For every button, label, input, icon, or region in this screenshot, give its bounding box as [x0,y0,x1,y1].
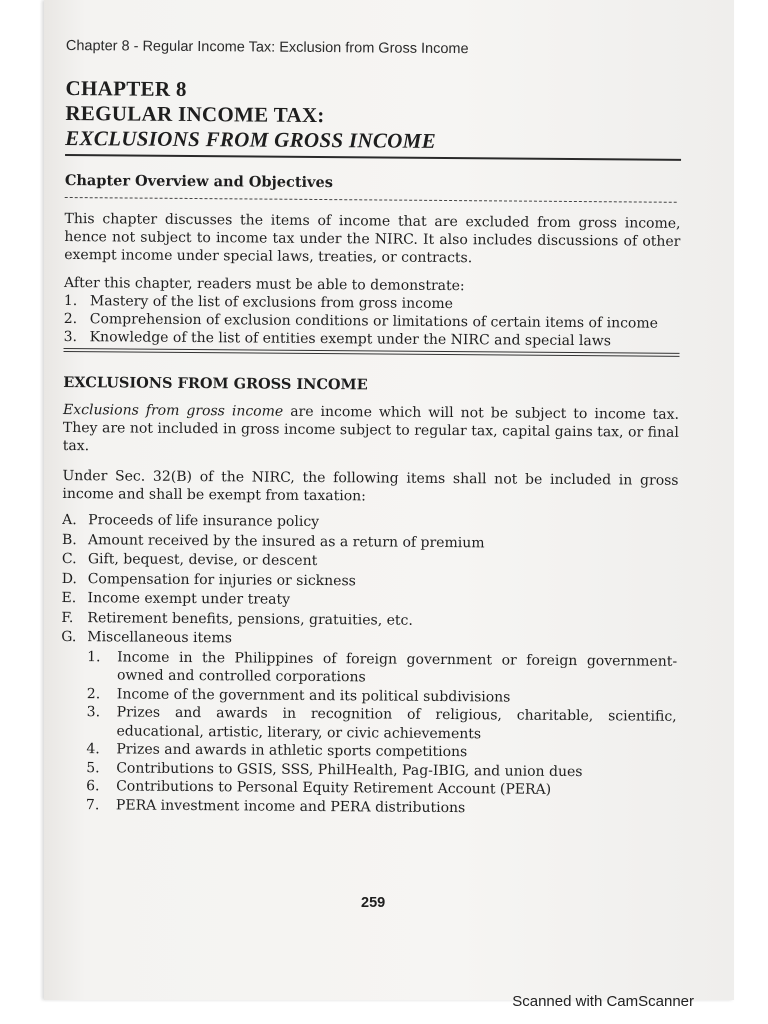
item-letter: G. [61,628,77,646]
miscellaneous-list [86,648,677,819]
objective-item [64,328,680,351]
item-text: Compensation for injuries or sickness [87,570,356,589]
objective-text: Mastery of the list of exclusions from gross income [89,293,454,313]
objective-text: Knowledge of the list of entities exempt under the NIRC and special laws [89,329,611,350]
misc-item [86,703,676,745]
item-text: Amount received by the insured as a return of premium [87,531,485,551]
objective-number: 3. [63,328,78,346]
misc-number: 3. [86,704,101,721]
objective-number: 2. [63,310,78,328]
misc-text: Contributions to Personal Equity Retirement Account (PERA) [116,778,552,798]
objectives-lead: After this chapter, readers must be able to demonstrate: [63,274,465,295]
section-heading: EXCLUSIONS FROM GROSS INCOME [63,373,368,394]
definition-text: are income which will not be subject to income tax. They are not included in gross income subject to regular tax, capital gains tax, or final tax. [62,403,680,455]
misc-number: 6. [86,778,100,795]
misc-number: 7. [85,796,100,813]
item-text: Retirement benefits, pensions, gratuities, etc. [87,609,413,629]
sec32b-paragraph: Under Sec. 32(B) of the NIRC, the following items shall not be included in gross income and shall be exempt from taxation: [62,467,679,505]
misc-text: Contributions to GSIS, SSS, PhilHealth, Pag-IBIG, and union dues [116,759,583,780]
item-text: Income exempt under treaty [87,590,291,608]
item-letter: F. [61,609,74,626]
misc-text: Income of the government and its political subdivisions [116,685,511,706]
misc-number: 4. [86,741,100,758]
misc-text: Prizes and awards in athletic sports competitions [116,741,468,761]
overview-intro: This chapter discusses the items of income that are excluded from gross income, hence not subject to income tax under the NIRC. It also includes discussions of other exempt income under special laws, treaties, or contracts. [64,210,681,267]
chapter-number: CHAPTER 8 [65,75,187,101]
objectives-list [64,292,680,351]
item-letter: A. [62,511,77,529]
item-text: Proceeds of life insurance policy [88,512,320,531]
misc-number: 1. [87,648,101,665]
item-letter: D. [61,570,77,587]
objective-text: Comprehension of exclusion conditions or limitations of certain items of income [89,311,659,332]
misc-text: Prizes and awards in recognition of religious, charitable, scientific, educational, artistic, literary, or civic achievements [116,704,677,742]
page-content [60,36,682,819]
dashed-divider [65,197,677,203]
item-letter: E. [61,589,77,607]
misc-number: 5. [86,759,100,776]
chapter-title-line: REGULAR INCOME TAX: [65,100,325,128]
item-text: Gift, bequest, devise, or descent [87,551,318,569]
misc-text: Income in the Philippines of foreign government or foreign government-owned and controlled corporations [116,648,678,686]
item-text: Miscellaneous items [87,629,232,647]
scanner-watermark: Scanned with CamScanner [512,993,694,1010]
definition-term: Exclusions from gross income [62,401,284,420]
item-letter: B. [61,531,77,548]
misc-item [87,648,677,690]
misc-text: PERA investment income and PERA distributions [115,796,466,816]
running-head: Chapter 8 - Regular Income Tax: Exclusion from Gross Income [65,37,469,58]
exclusions-list [61,511,678,652]
definition-paragraph [63,401,679,460]
page-number: 259 [361,895,386,911]
misc-number: 2. [86,685,101,702]
item-letter: C. [61,550,77,568]
chapter-title [65,76,682,156]
objective-number: 1. [63,292,78,310]
overview-heading: Chapter Overview and Objectives [64,171,333,192]
chapter-subtitle: EXCLUSIONS FROM GROSS INCOME [65,125,437,153]
